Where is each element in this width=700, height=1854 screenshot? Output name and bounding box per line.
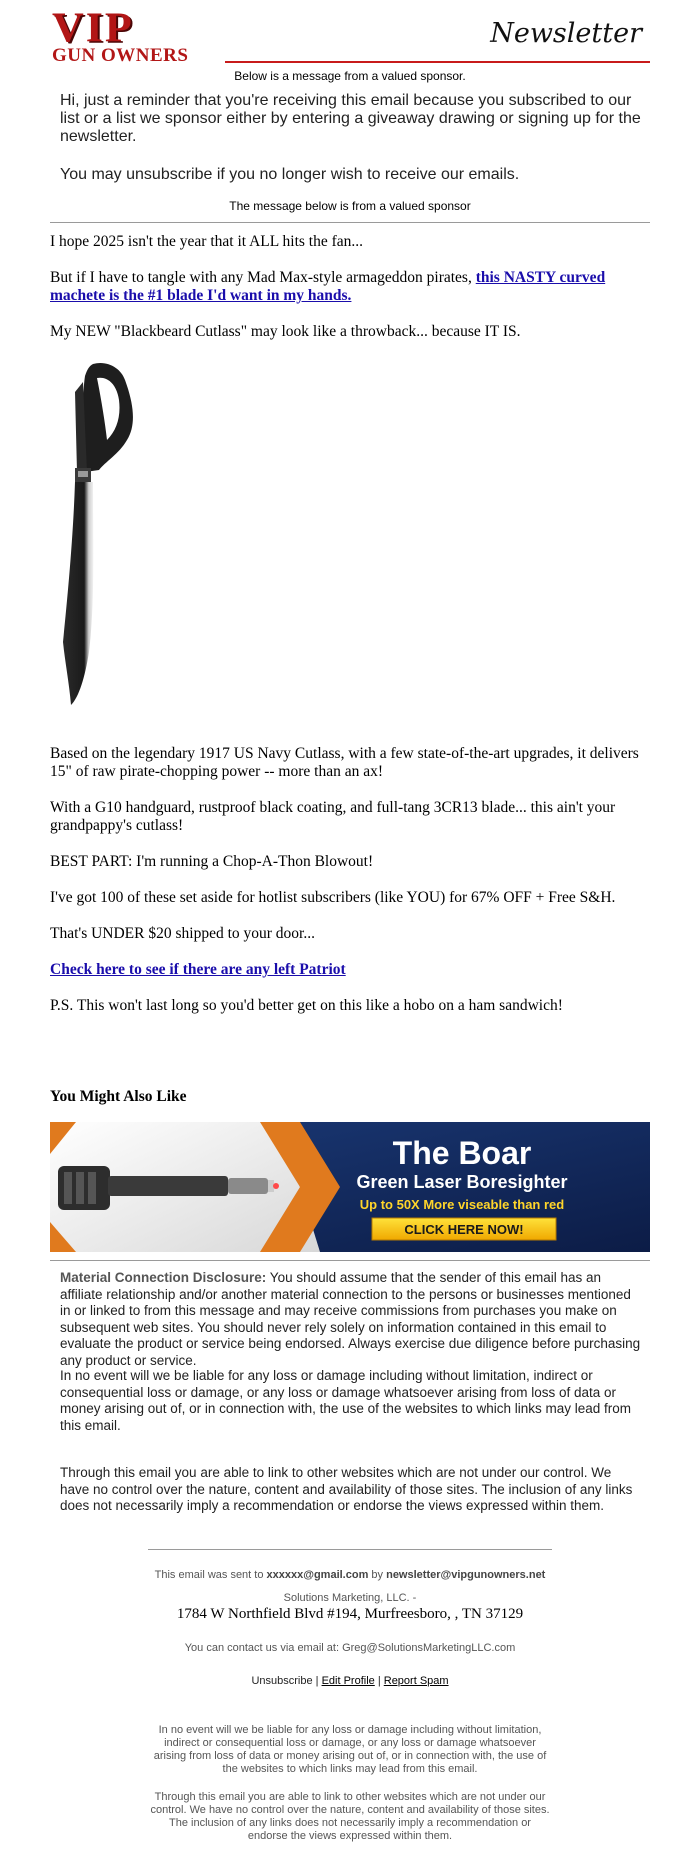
footer-liability-disclaimer: In no event will we be liable for any loss or damage including without limitation, indirect or consequential loss or damage, or any loss or damage whatsoever arising from loss of data or money arising out of, or in connection with, the use of the websites to which links may lead from this email. <box>153 1724 547 1775</box>
material-connection-disclosure <box>60 1270 642 1369</box>
liability-disclaimer: In no event will we be liable for any loss or damage including without limitation, indirect or consequential loss or damage, or any loss or damage whatsoever arising from loss of data or money arising out of, or in connection with, the use of the websites to which links may lead from this email. <box>60 1368 632 1433</box>
body-paragraph <box>50 961 650 979</box>
footer-links-disclaimer: Through this email you are able to link to other websites which are not under our control. We have no control over the nature, content and availability of those sites. The inclusion of any links does not necessarily imply a recommendation or endorse the views expressed within them. <box>150 1791 550 1842</box>
body-paragraph: P.S. This won't last long so you'd better get on this like a hobo on a ham sandwich! <box>50 997 563 1014</box>
check-availability-link[interactable]: Check here to see if there are any left Patriot <box>50 961 346 978</box>
company-name: Solutions Marketing, LLC. - <box>283 1592 417 1604</box>
sponsor-notice-top: Below is a message from a valued sponsor. <box>234 69 466 83</box>
body-paragraph: BEST PART: I'm running a Chop-A-Thon Blowout! <box>50 853 374 870</box>
edit-profile-link[interactable]: Edit Profile <box>321 1675 375 1687</box>
sponsor-notice-mid: The message below is from a valued sponsor <box>229 199 471 213</box>
sender-email: newsletter@vipgunowners.net <box>386 1569 546 1581</box>
link-separator: | <box>312 1675 322 1687</box>
body-paragraph <box>50 269 650 305</box>
vip-gun-owners-logo[interactable] <box>50 4 225 66</box>
link-separator: | <box>374 1675 384 1687</box>
paragraph-text: But if I have to tangle with any Mad Max-style armageddon pirates, <box>50 269 476 286</box>
disclosure-text: You should assume that the sender of this email has an affiliate relationship and/or another material connection to the persons or businesses mentioned in or linked to from this message and may receive commissions from purchases you make on subsequent web sites. You should never rely solely on information contained in this email to evaluate the product or service being endorsed. Always exercise due diligence before purchasing any product or service. <box>60 1270 641 1368</box>
machete-image[interactable] <box>55 362 165 707</box>
divider <box>50 222 650 223</box>
body-paragraph: I've got 100 of these set aside for hotlist subscribers (like YOU) for 67% OFF + Free S&H. <box>50 889 616 906</box>
boar-boresighter-banner[interactable] <box>50 1122 650 1252</box>
footer-links <box>0 1675 700 1687</box>
body-paragraph: Based on the legendary 1917 US Navy Cutlass, with a few state-of-the-art upgrades, it delivers 15" of raw pirate-chopping power -- more than an ax! <box>50 745 639 780</box>
body-paragraph: That's UNDER $20 shipped to your door... <box>50 925 315 942</box>
sent-to-line <box>0 1569 700 1581</box>
contact-line: You can contact us via email at: Greg@SolutionsMarketingLLC.com <box>184 1642 516 1654</box>
divider <box>148 1549 552 1550</box>
logo-vip-text: VIP <box>52 4 134 51</box>
report-spam-link[interactable]: Report Spam <box>383 1675 449 1687</box>
external-links-disclaimer: Through this email you are able to link to other websites which are not under our control. We have no control over the nature, content and availability of those sites. The inclusion of any links does not necessarily imply a recommendation or endorse the views expressed within them. <box>60 1465 633 1513</box>
disclosure-lead: Material Connection Disclosure: <box>60 1270 267 1285</box>
unsubscribe-link[interactable]: Unsubscribe <box>251 1675 313 1687</box>
machete-link[interactable]: this NASTY curved machete is the #1 blade I'd want in my hands. <box>50 269 606 304</box>
newsletter-header <box>50 4 650 68</box>
subscription-reminder: Hi, just a reminder that you're receiving this email because you subscribed to our list or a list we sponsor either by entering a giveaway drawing or signing up for the newsletter. <box>60 92 641 145</box>
header-divider <box>225 61 650 63</box>
divider <box>50 1260 650 1261</box>
body-paragraph: I hope 2025 isn't the year that it ALL hits the fan... <box>50 233 364 250</box>
company-address: 1784 W Northfield Blvd #194, Murfreesboro, , TN 37129 <box>176 1606 524 1622</box>
body-paragraph: My NEW "Blackbeard Cutlass" may look like a throwback... because IT IS. <box>50 323 521 340</box>
banner-subtitle: Green Laser Boresighter <box>356 1172 568 1192</box>
unsubscribe-note: You may unsubscribe if you no longer wish to receive our emails. <box>60 166 520 183</box>
sent-by-prefix: by <box>368 1569 387 1581</box>
newsletter-title: Newsletter <box>490 18 642 49</box>
banner-cta-button[interactable]: CLICK HERE NOW! <box>404 1222 524 1237</box>
banner-tagline: Up to 50X More viseable than red <box>359 1197 565 1212</box>
banner-title: The Boar <box>392 1135 532 1171</box>
recipient-email: xxxxxx@gmail.com <box>266 1569 369 1581</box>
you-might-also-like-heading: You Might Also Like <box>50 1088 187 1105</box>
logo-gun-owners-text: GUN OWNERS <box>52 45 189 66</box>
sent-prefix: This email was sent to <box>154 1569 267 1581</box>
body-paragraph: With a G10 handguard, rustproof black coating, and full-tang 3CR13 blade... this ain't your grandpappy's cutlass! <box>50 799 616 834</box>
